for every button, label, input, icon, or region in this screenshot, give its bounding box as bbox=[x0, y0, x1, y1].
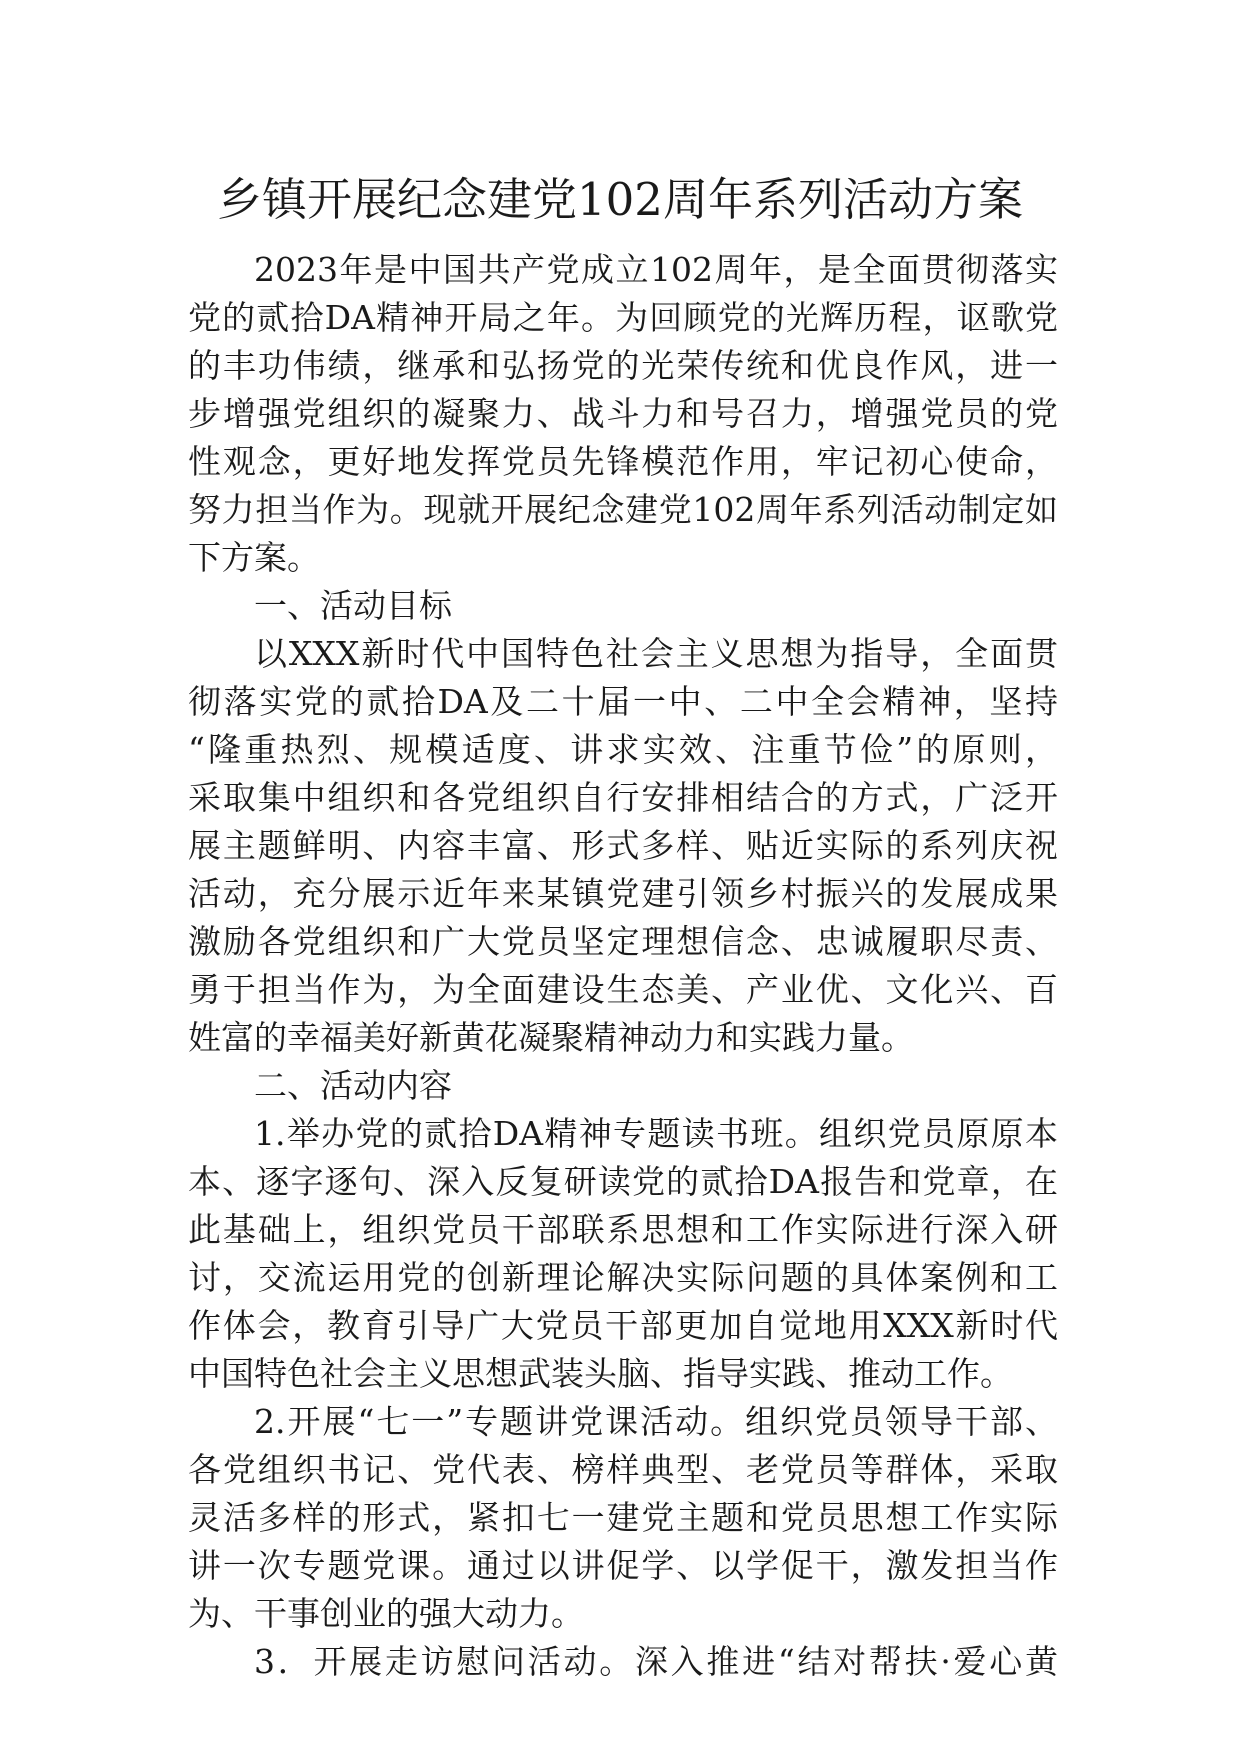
paragraph-line: 2.开展“七一”专题讲党课活动。组织党员领导干部、 bbox=[254, 1402, 1058, 1441]
paragraph-line: 灵活多样的形式，紧扣七一建党主题和党员思想工作实际 bbox=[188, 1498, 1058, 1537]
document-title: 乡镇开展纪念建党102周年系列活动方案 bbox=[217, 173, 1023, 226]
paragraph-line: 中国特色社会主义思想武装头脑、指导实践、推动工作。 bbox=[188, 1354, 1013, 1393]
paragraph-line: 活动，充分展示近年来某镇党建引领乡村振兴的发展成果 bbox=[188, 874, 1058, 913]
paragraph-line: 努力担当作为。现就开展纪念建党102周年系列活动制定如 bbox=[188, 490, 1058, 529]
paragraph-line: 本、逐字逐句、深入反复研读党的贰拾DA报告和党章，在 bbox=[188, 1162, 1058, 1201]
paragraph-line: 勇于担当作为，为全面建设生态美、产业优、文化兴、百 bbox=[188, 970, 1058, 1009]
section-heading: 二、活动内容 bbox=[254, 1066, 452, 1105]
paragraph-line: 的丰功伟绩，继承和弘扬党的光荣传统和优良作风，进一 bbox=[188, 346, 1058, 385]
paragraph-line: 党的贰拾DA精神开局之年。为回顾党的光辉历程，讴歌党 bbox=[188, 298, 1058, 337]
section-heading: 一、活动目标 bbox=[254, 586, 452, 625]
paragraph-line: 1.举办党的贰拾DA精神专题读书班。组织党员原原本 bbox=[254, 1114, 1058, 1153]
paragraph-line: 激励各党组织和广大党员坚定理想信念、忠诚履职尽责、 bbox=[188, 922, 1058, 961]
paragraph-line: 3．开展走访慰问活动。深入推进“结对帮扶·爱心黄 bbox=[254, 1642, 1058, 1681]
paragraph-line: “隆重热烈、规模适度、讲求实效、注重节俭”的原则， bbox=[188, 730, 1058, 769]
paragraph-line: 此基础上，组织党员干部联系思想和工作实际进行深入研 bbox=[188, 1210, 1058, 1249]
paragraph-line: 采取集中组织和各党组织自行安排相结合的方式，广泛开 bbox=[188, 778, 1058, 817]
paragraph-line: 讨，交流运用党的创新理论解决实际问题的具体案例和工 bbox=[188, 1258, 1058, 1297]
paragraph-line: 讲一次专题党课。通过以讲促学、以学促干，激发担当作 bbox=[188, 1546, 1058, 1585]
paragraph-line: 下方案。 bbox=[188, 538, 320, 577]
paragraph-line: 2023年是中国共产党成立102周年，是全面贯彻落实 bbox=[254, 250, 1058, 289]
paragraph-line: 性观念，更好地发挥党员先锋模范作用，牢记初心使命， bbox=[188, 442, 1058, 481]
paragraph-line: 展主题鲜明、内容丰富、形式多样、贴近实际的系列庆祝 bbox=[188, 826, 1058, 865]
paragraph-line: 彻落实党的贰拾DA及二十届一中、二中全会精神，坚持 bbox=[188, 682, 1058, 721]
paragraph-line: 以XXX新时代中国特色社会主义思想为指导，全面贯 bbox=[254, 634, 1058, 673]
document-body bbox=[188, 246, 1058, 1686]
paragraph-line: 各党组织书记、党代表、榜样典型、老党员等群体，采取 bbox=[188, 1450, 1058, 1489]
paragraph-line: 作体会，教育引导广大党员干部更加自觉地用XXX新时代 bbox=[188, 1306, 1058, 1345]
paragraph-line: 步增强党组织的凝聚力、战斗力和号召力，增强党员的党 bbox=[188, 394, 1058, 433]
paragraph-line: 姓富的幸福美好新黄花凝聚精神动力和实践力量。 bbox=[188, 1018, 914, 1057]
paragraph-line: 为、干事创业的强大动力。 bbox=[188, 1594, 584, 1633]
